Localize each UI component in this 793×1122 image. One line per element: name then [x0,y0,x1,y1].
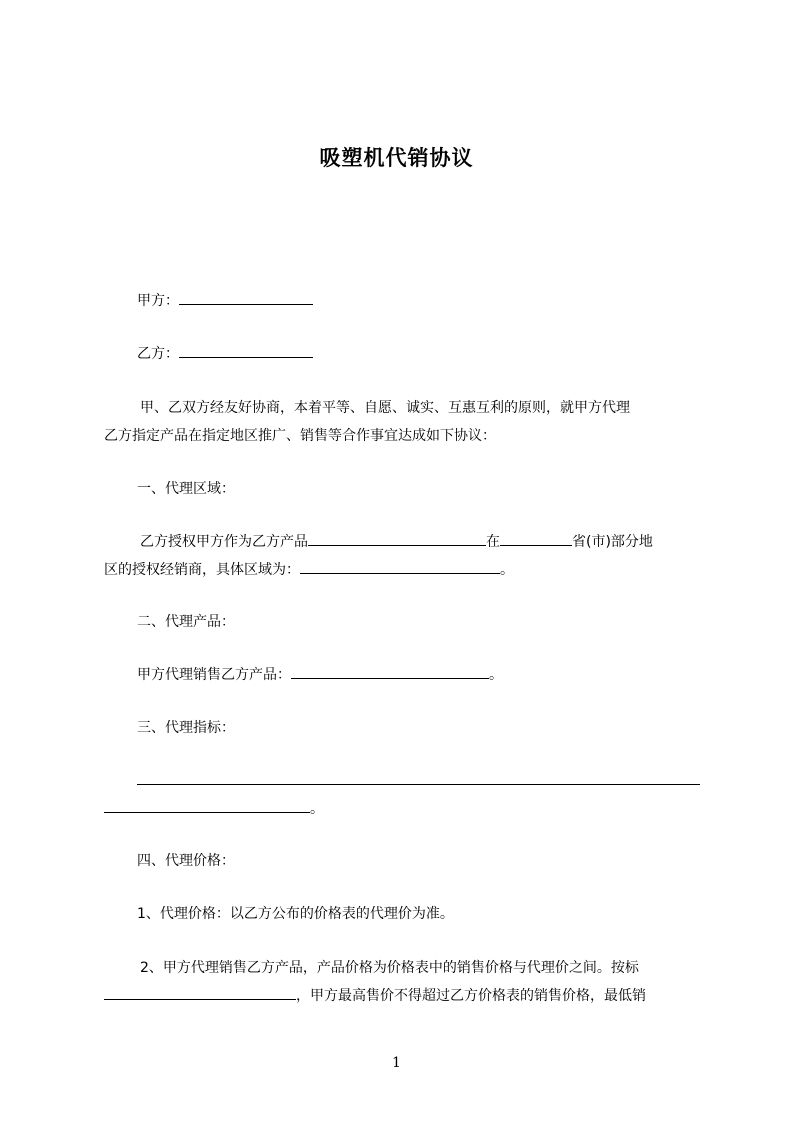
party-a-blank [179,290,313,305]
section-3-heading: 三、代理指标： [137,720,235,736]
party-a-label: 甲方： [137,293,179,309]
section-2-period: 。 [489,667,503,683]
section-2-heading: 二、代理产品： [137,614,235,630]
party-b-blank [179,343,313,358]
section-1-text-d: 区的授权经销商，具体区域为： [104,562,300,578]
section-1-period: 。 [500,562,514,578]
section-3-line-2 [104,798,324,820]
region-blank [300,559,500,574]
section-3-period: 。 [310,801,324,817]
page-number: 1 [392,1055,401,1071]
section-4-item-2-line-2 [104,985,646,1007]
section-4-item-1: 1、代理价格：以乙方公布的价格表的代理价为准。 [137,906,454,922]
section-4-heading: 四、代理价格： [137,853,235,869]
section-4-item-2-line-1: 2、甲方代理销售乙方产品，产品价格为价格表中的销售价格与代理价之间。按标 [140,960,639,976]
section-2-line [137,664,503,686]
document-title: 吸塑机代销协议 [319,146,474,170]
party-b-label: 乙方： [137,346,179,362]
intro-line-2: 乙方指定产品在指定地区推广、销售等合作事宜达成如下协议： [104,428,496,444]
section-2-text: 甲方代理销售乙方产品： [137,667,291,683]
product-blank [308,531,486,546]
target-blank-2 [104,798,310,813]
section-1-text-c: 省(市)部分地 [572,534,653,550]
section-3-line-1 [137,770,700,792]
province-blank [500,531,572,546]
section-1-heading: 一、代理区域： [137,481,235,497]
intro-line-1: 甲、乙双方经友好协商，本着平等、自愿、诚实、互惠互利的原则，就甲方代理 [140,400,630,416]
target-blank-1 [137,770,700,785]
section-4-item-2-text: ，甲方最高售价不得超过乙方价格表的销售价格，最低销 [296,988,646,1004]
product-name-blank [291,664,489,679]
section-1-text-b: 在 [486,534,500,550]
section-1-line-1 [140,531,653,553]
section-1-text-a: 乙方授权甲方作为乙方产品 [140,534,308,550]
party-b-line [137,343,313,365]
standard-blank [104,985,296,1000]
section-1-line-2 [104,559,514,581]
party-a-line [137,290,313,312]
